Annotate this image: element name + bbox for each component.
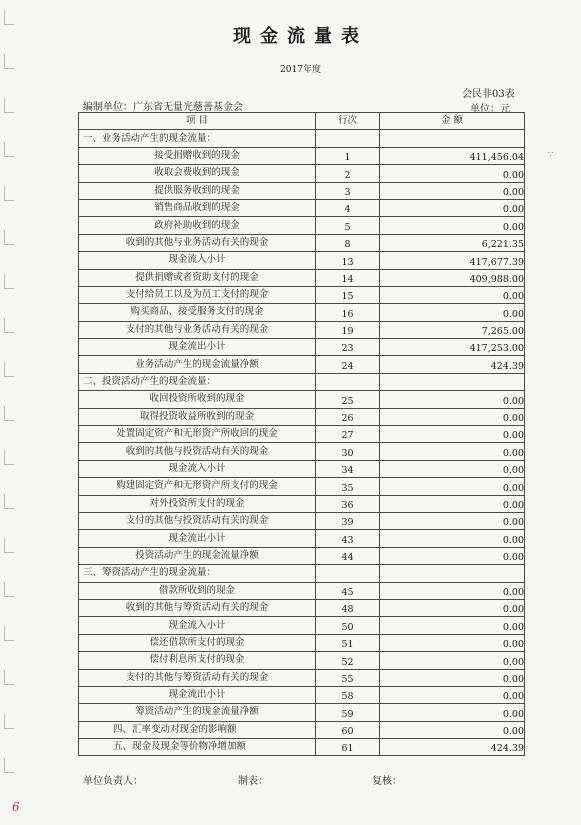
binding-margin <box>0 0 22 825</box>
row-amount <box>380 373 525 390</box>
row-line-number: 39 <box>316 512 380 529</box>
row-item-label: 业务活动产生的现金流量净额 <box>79 356 316 373</box>
table-row <box>79 199 525 216</box>
binding-tick <box>4 362 14 377</box>
row-item-label: 收回投资所收到的现金 <box>79 391 316 408</box>
binding-tick <box>4 714 14 729</box>
row-item-label: 取得投资收益所收到的现金 <box>79 408 316 425</box>
row-line-number: 59 <box>316 704 380 721</box>
binding-tick <box>4 142 14 157</box>
binding-tick <box>4 406 14 421</box>
row-item-label: 现金流出小计 <box>79 530 316 547</box>
report-year: 2017年度 <box>280 65 321 75</box>
table-row <box>79 252 525 269</box>
row-line-number: 8 <box>316 234 380 251</box>
row-line-number: 50 <box>316 617 380 634</box>
row-line-number: 51 <box>316 634 380 651</box>
header-line-number: 行次 <box>316 113 380 130</box>
row-line-number: 25 <box>316 391 380 408</box>
row-item-label: 现金流出小计 <box>79 339 316 356</box>
row-amount: 0.00 <box>380 652 525 669</box>
row-amount: 0.00 <box>380 460 525 477</box>
table-row <box>79 565 525 582</box>
row-amount: 0.00 <box>380 408 525 425</box>
table-row <box>79 634 525 651</box>
row-item-label: 现金流入小计 <box>79 460 316 477</box>
row-amount: 0.00 <box>380 686 525 703</box>
row-line-number: 30 <box>316 443 380 460</box>
row-line-number: 3 <box>316 182 380 199</box>
row-line-number: 60 <box>316 721 380 738</box>
form-number: 会民非03表 <box>462 89 515 100</box>
row-amount: 0.00 <box>380 530 525 547</box>
row-item-label: 四、汇率变动对现金的影响额 <box>79 721 316 738</box>
row-amount: 0.00 <box>380 286 525 303</box>
row-amount <box>380 565 525 582</box>
row-amount: 0.00 <box>380 182 525 199</box>
row-item-label: 借款所收到的现金 <box>79 582 316 599</box>
row-amount: 417,677.39 <box>380 252 525 269</box>
row-line-number: 15 <box>316 286 380 303</box>
row-item-label: 政府补助收到的现金 <box>79 217 316 234</box>
row-item-label: 三、筹资活动产生的现金流量： <box>79 565 316 582</box>
row-item-label: 偿付利息所支付的现金 <box>79 652 316 669</box>
table-row <box>79 130 525 147</box>
row-amount: 0.00 <box>380 721 525 738</box>
page-title: 现金流量表 <box>233 26 368 47</box>
header-item: 项 目 <box>79 113 316 130</box>
table-row <box>79 234 525 251</box>
row-line-number: 23 <box>316 339 380 356</box>
row-line-number: 36 <box>316 495 380 512</box>
row-amount: 409,988.00 <box>380 269 525 286</box>
binding-tick <box>4 670 14 685</box>
table-row <box>79 739 525 756</box>
row-line-number: 48 <box>316 599 380 616</box>
row-amount: 424.39 <box>380 356 525 373</box>
row-amount: 0.00 <box>380 669 525 686</box>
row-amount: 424.39 <box>380 739 525 756</box>
row-amount: 0.00 <box>380 634 525 651</box>
row-line-number: 34 <box>316 460 380 477</box>
row-amount: 0.00 <box>380 547 525 564</box>
page-number-mark: 6 <box>12 800 20 814</box>
table-row <box>79 617 525 634</box>
row-amount: 0.00 <box>380 495 525 512</box>
binding-tick <box>4 186 14 201</box>
table-header-row <box>79 113 525 130</box>
table-row <box>79 686 525 703</box>
table-row <box>79 408 525 425</box>
row-amount: 417,253.00 <box>380 339 525 356</box>
table-row <box>79 530 525 547</box>
row-item-label: 偿还借款所支付的现金 <box>79 634 316 651</box>
row-item-label: 购建固定资产和无形资产所支付的现金 <box>79 478 316 495</box>
row-item-label: 收到的其他与筹资活动有关的现金 <box>79 599 316 616</box>
binding-tick <box>4 450 14 465</box>
row-item-label: 销售商品收到的现金 <box>79 199 316 216</box>
table-row <box>79 304 525 321</box>
row-line-number: 24 <box>316 356 380 373</box>
row-line-number: 45 <box>316 582 380 599</box>
binding-tick <box>4 758 14 773</box>
row-amount: 0.00 <box>380 704 525 721</box>
row-item-label: 接受捐赠收到的现金 <box>79 147 316 164</box>
row-amount: 0.00 <box>380 391 525 408</box>
row-amount <box>380 130 525 147</box>
currency-unit: 单位：元 <box>470 104 510 115</box>
table-row <box>79 356 525 373</box>
table-row <box>79 339 525 356</box>
binding-tick <box>4 318 14 333</box>
row-amount: 411,456.04 <box>380 147 525 164</box>
signature-preparer: 制表： <box>238 776 268 787</box>
row-amount: 0.00 <box>380 582 525 599</box>
row-line-number: 4 <box>316 199 380 216</box>
row-item-label: 收取会费收到的现金 <box>79 165 316 182</box>
row-item-label: 一、业务活动产生的现金流量： <box>79 130 316 147</box>
row-line-number: 16 <box>316 304 380 321</box>
row-amount: 0.00 <box>380 617 525 634</box>
table-row <box>79 165 525 182</box>
row-amount: 0.00 <box>380 426 525 443</box>
row-item-label: 投资活动产生的现金流量净额 <box>79 547 316 564</box>
row-line-number: 1 <box>316 147 380 164</box>
signature-reviewer: 复核： <box>372 776 402 787</box>
row-amount: 0.00 <box>380 599 525 616</box>
row-item-label: 对外投资所支付的现金 <box>79 495 316 512</box>
table-row <box>79 512 525 529</box>
row-item-label: 支付的其他与业务活动有关的现金 <box>79 321 316 338</box>
header-amount: 金 额 <box>380 113 525 130</box>
row-item-label: 处置固定资产和无形资产所收回的现金 <box>79 426 316 443</box>
row-amount: 0.00 <box>380 165 525 182</box>
row-amount: 0.00 <box>380 443 525 460</box>
row-item-label: 二、投资活动产生的现金流量： <box>79 373 316 390</box>
table-row <box>79 269 525 286</box>
row-line-number: 19 <box>316 321 380 338</box>
binding-tick <box>4 230 14 245</box>
row-line-number: 44 <box>316 547 380 564</box>
table-row <box>79 147 525 164</box>
row-line-number: 27 <box>316 426 380 443</box>
table-row <box>79 478 525 495</box>
row-amount: 0.00 <box>380 512 525 529</box>
binding-tick <box>4 626 14 641</box>
table-row <box>79 217 525 234</box>
row-line-number: 35 <box>316 478 380 495</box>
row-amount: 0.00 <box>380 478 525 495</box>
table-row <box>79 582 525 599</box>
table-row <box>79 495 525 512</box>
row-item-label: 现金流入小计 <box>79 617 316 634</box>
table-row <box>79 599 525 616</box>
table-row <box>79 321 525 338</box>
row-line-number: 43 <box>316 530 380 547</box>
row-item-label: 现金流出小计 <box>79 686 316 703</box>
row-line-number: 2 <box>316 165 380 182</box>
table-row <box>79 286 525 303</box>
row-line-number <box>316 565 380 582</box>
row-amount: 6,221.35 <box>380 234 525 251</box>
row-amount: 0.00 <box>380 199 525 216</box>
binding-tick <box>4 98 14 113</box>
binding-tick <box>4 538 14 553</box>
row-item-label: 收到的其他与业务活动有关的现金 <box>79 234 316 251</box>
row-line-number: 14 <box>316 269 380 286</box>
row-line-number: 26 <box>316 408 380 425</box>
row-amount: 0.00 <box>380 304 525 321</box>
row-line-number: 52 <box>316 652 380 669</box>
row-item-label: 支付给员工以及为员工支付的现金 <box>79 286 316 303</box>
row-line-number <box>316 373 380 390</box>
row-line-number: 55 <box>316 669 380 686</box>
binding-tick <box>4 494 14 509</box>
row-item-label: 五、现金及现金等价物净增加额 <box>79 739 316 756</box>
row-line-number: 61 <box>316 739 380 756</box>
row-line-number: 13 <box>316 252 380 269</box>
row-line-number <box>316 130 380 147</box>
table-row <box>79 443 525 460</box>
row-item-label: 提供服务收到的现金 <box>79 182 316 199</box>
table-row <box>79 182 525 199</box>
row-item-label: 现金流入小计 <box>79 252 316 269</box>
row-amount: 7,265.00 <box>380 321 525 338</box>
table-row <box>79 460 525 477</box>
row-item-label: 提供捐赠或者资助支付的现金 <box>79 269 316 286</box>
table-row <box>79 669 525 686</box>
table-row <box>79 704 525 721</box>
row-item-label: 支付的其他与筹资活动有关的现金 <box>79 669 316 686</box>
row-item-label: 购买商品、接受服务支付的现金 <box>79 304 316 321</box>
row-item-label: 筹资活动产生的现金流量净额 <box>79 704 316 721</box>
margin-mark: ∵ <box>548 150 554 159</box>
row-line-number: 5 <box>316 217 380 234</box>
row-line-number: 58 <box>316 686 380 703</box>
reporting-organization: 编制单位：广东省无量光慈善基金会 <box>83 102 243 113</box>
row-item-label: 收到的其他与投资活动有关的现金 <box>79 443 316 460</box>
row-amount: 0.00 <box>380 217 525 234</box>
binding-tick <box>4 274 14 289</box>
table-row <box>79 547 525 564</box>
row-item-label: 支付的其他与投资活动有关的现金 <box>79 512 316 529</box>
table-row <box>79 721 525 738</box>
table-row <box>79 391 525 408</box>
signature-head: 单位负责人： <box>83 776 143 787</box>
binding-tick <box>4 582 14 597</box>
table-row <box>79 426 525 443</box>
cash-flow-table <box>78 112 525 756</box>
table-row <box>79 652 525 669</box>
table-row <box>79 373 525 390</box>
